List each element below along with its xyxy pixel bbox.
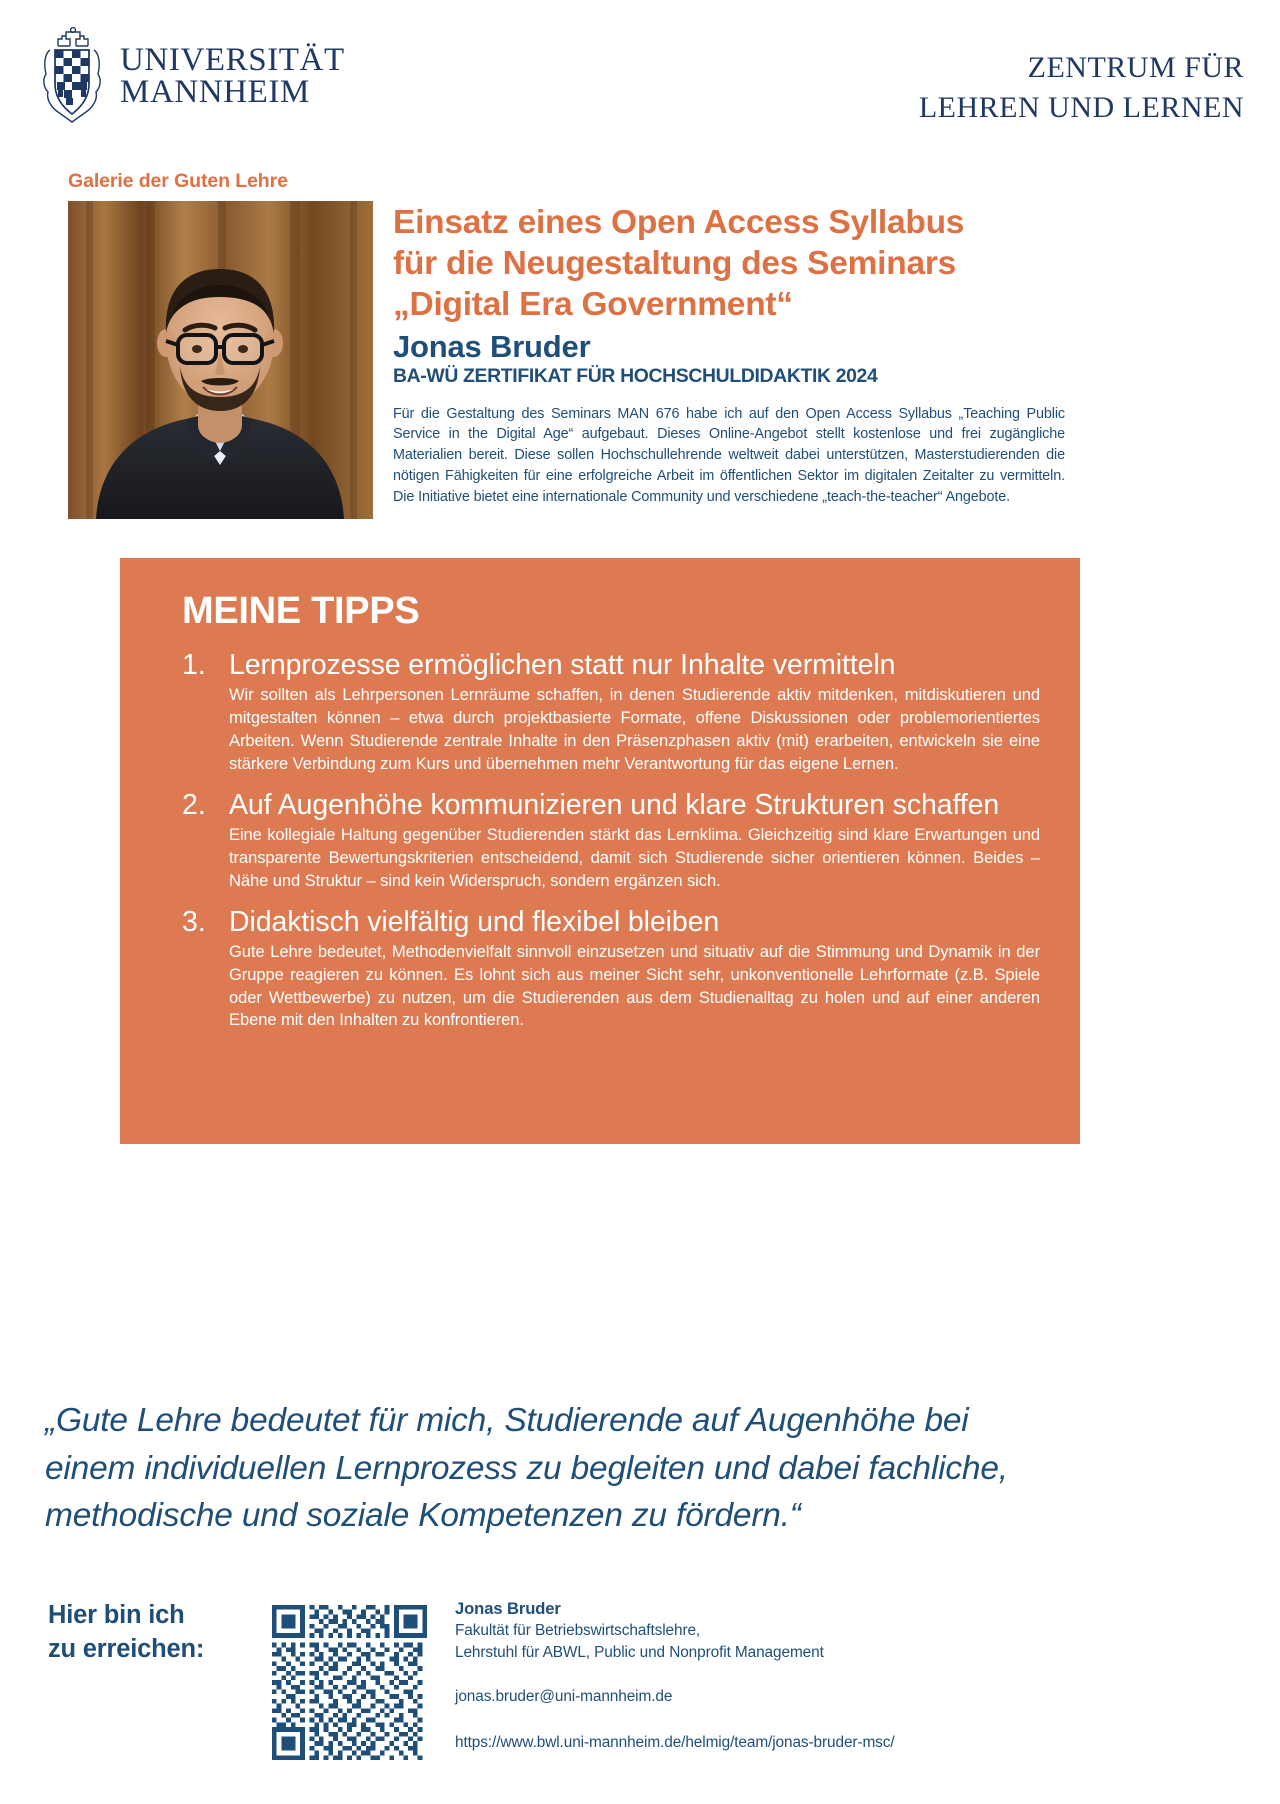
qr-code-icon[interactable]: [272, 1605, 427, 1760]
university-logo: [36, 26, 345, 126]
university-wordmark: [120, 44, 345, 108]
title-line-3: „Digital Era Government“: [393, 286, 793, 324]
tip-item: [182, 905, 1040, 1033]
title-line-2: für die Neugestaltung des Seminars: [393, 245, 956, 283]
tip-text: Eine kollegiale Haltung gegenüber Studierenden stärkt das Lernklima. Gleichzeitig sind klare Erwartungen und transparente Bewertungskriterien entscheidend, damit sich Studierende sicher orientieren können. Beides – Nähe und Struktur – sind kein Widerspruch, sondern ergänzen sich.: [229, 824, 1040, 890]
tip-text: Wir sollten als Lehrpersonen Lernräume schaffen, in denen Studierende aktiv mitdenken, mitdiskutieren und mitgestalten können – etwa durch projektbasierte Formate, offene Diskussionen oder problemorientiertes Arbeiten. Wenn Studierende zentrale Inhalte in den Präsenzphasen aktiv (mit) erarbeiten, entwickeln sie eine stärkere Verbindung zum Kurs und übernehmen mehr Verantwortung für das eigene Lernen.: [229, 685, 1040, 773]
contact-affiliation-line-2: Lehrstuhl für ABWL, Public und Nonprofit Management: [455, 1644, 824, 1662]
contact-url[interactable]: https://www.bwl.uni-mannheim.de/helmig/team/jonas-bruder-msc/: [455, 1733, 895, 1751]
contact-name: Jonas Bruder: [455, 1599, 561, 1618]
title-line-1: Einsatz eines Open Access Syllabus: [393, 204, 965, 241]
contact-info: [455, 1597, 895, 1754]
page-header: [0, 0, 1280, 155]
tips-list: [182, 648, 1040, 1044]
quote-line-1: „Gute Lehre bedeutet für mich, Studierende auf Augenhöhe bei: [45, 1402, 969, 1439]
tip-number: 3.: [182, 905, 206, 938]
quote-line-2: einem individuellen Lernprozess zu begleiten und dabei fachliche,: [45, 1449, 1008, 1487]
contact-affiliation-line-1: Fakultät für Betriebswirtschaftslehre,: [455, 1622, 701, 1640]
portrait-photo: [68, 201, 373, 519]
contact-label-line-2: zu erreichen:: [48, 1635, 205, 1664]
tip-item: [182, 788, 1040, 893]
galerie-label: Galerie der Guten Lehre: [68, 170, 288, 192]
tip-number: 1.: [182, 649, 206, 681]
intro-paragraph: Für die Gestaltung des Seminars MAN 676 habe ich auf den Open Access Syllabus „Teaching Public Service in the Digital Age“ aufgebaut. Dieses Online-Angebot stellt kostenlose und frei zugängliche Materialien bereit. Diese sollen Hochschullehrende weltweit dabei unterstützen, Masterstudierenden die nötigen Fähigkeiten für eine erfolgreiche Arbeit im öffentlichen Sektor im digitalen Zeitalter zu vermitteln. Die Initiative bietet eine internationale Community und verschiedene „teach-the-teacher“ Angebote.: [393, 405, 1065, 505]
tips-heading: MEINE TIPPS: [182, 590, 420, 632]
university-line-1: UNIVERSITÄT: [120, 42, 345, 78]
tip-item: [182, 648, 1040, 776]
title-block: [393, 202, 1065, 507]
tip-title: Didaktisch vielfältig und flexibel bleiben: [229, 905, 720, 938]
tip-text: Gute Lehre bedeutet, Methodenvielfalt sinnvoll einzusetzen und situativ auf die Stimmung und Dynamik in der Gruppe reagieren zu können. Es lohnt sich aus meiner Sicht sehr, unkonventionelle Lehrformate (z.B. Spiele oder Wettbewerbe) zu nutzen, um die Studierenden aus dem Studienalltag zu holen und auf einer anderen Ebene mit den Inhalten zu konfrontieren.: [229, 941, 1040, 1030]
university-crest-icon: [36, 26, 108, 126]
tip-number: 2.: [182, 788, 206, 821]
page-title: [393, 202, 1065, 326]
contact-label-line-1: Hier bin ich: [48, 1601, 185, 1629]
tips-panel: [120, 558, 1080, 1144]
university-line-2: MANNHEIM: [120, 74, 310, 110]
certificate-line: BA-WÜ ZERTIFIKAT FÜR HOCHSCHULDIDAKTIK 2024: [393, 365, 878, 388]
center-wordmark: [919, 48, 1244, 127]
author-name: Jonas Bruder: [393, 328, 591, 364]
contact-email[interactable]: jonas.bruder@uni-mannheim.de: [455, 1687, 673, 1705]
quote-line-3: methodische und soziale Kompetenzen zu fördern.“: [45, 1497, 801, 1535]
tip-title: Lernprozesse ermöglichen statt nur Inhalte vermitteln: [229, 649, 896, 681]
tip-title: Auf Augenhöhe kommunizieren und klare Strukturen schaffen: [229, 788, 1000, 821]
center-line-2: LEHREN UND LERNEN: [918, 90, 1244, 124]
center-line-1: ZENTRUM FÜR: [1027, 51, 1244, 84]
pull-quote: [45, 1397, 1145, 1540]
contact-label: [48, 1598, 204, 1667]
